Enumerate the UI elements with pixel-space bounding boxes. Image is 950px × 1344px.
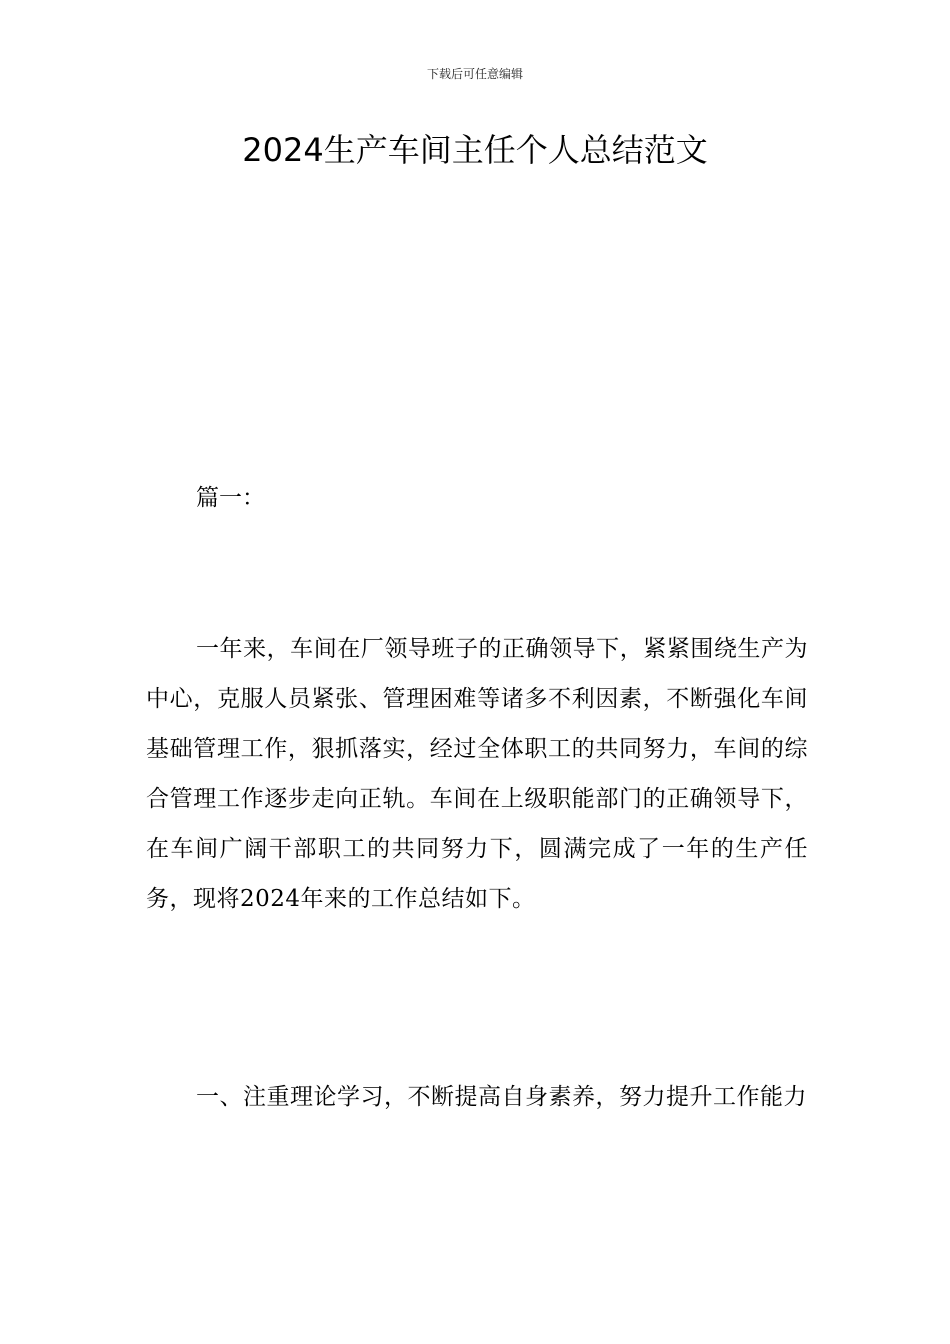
document-title: 2024生产车间主任个人总结范文	[242, 131, 708, 169]
section-label: 篇一：	[196, 485, 265, 511]
header-note: 下载后可任意编辑	[426, 67, 523, 81]
section-heading-paragraph: 一、注重理论学习，不断提高自身素养，努力提升工作能力	[196, 1084, 807, 1110]
body-paragraph: 一年来，车间在厂领导班子的正确领导下，紧紧围绕生产为中心，克服人员紧张、管理困难等诸多不利因素，不断强化车间基础管理工作，狠抓落实，经过全体职工的共同努力，车间的综合管理工作逐步走向正轨。车间在上级职能部门的正确领导下，在车间广阔干部职工的共同努力下，圆满完成了一年的生产任务，现将2024年来的工作总结如下。	[146, 636, 808, 912]
